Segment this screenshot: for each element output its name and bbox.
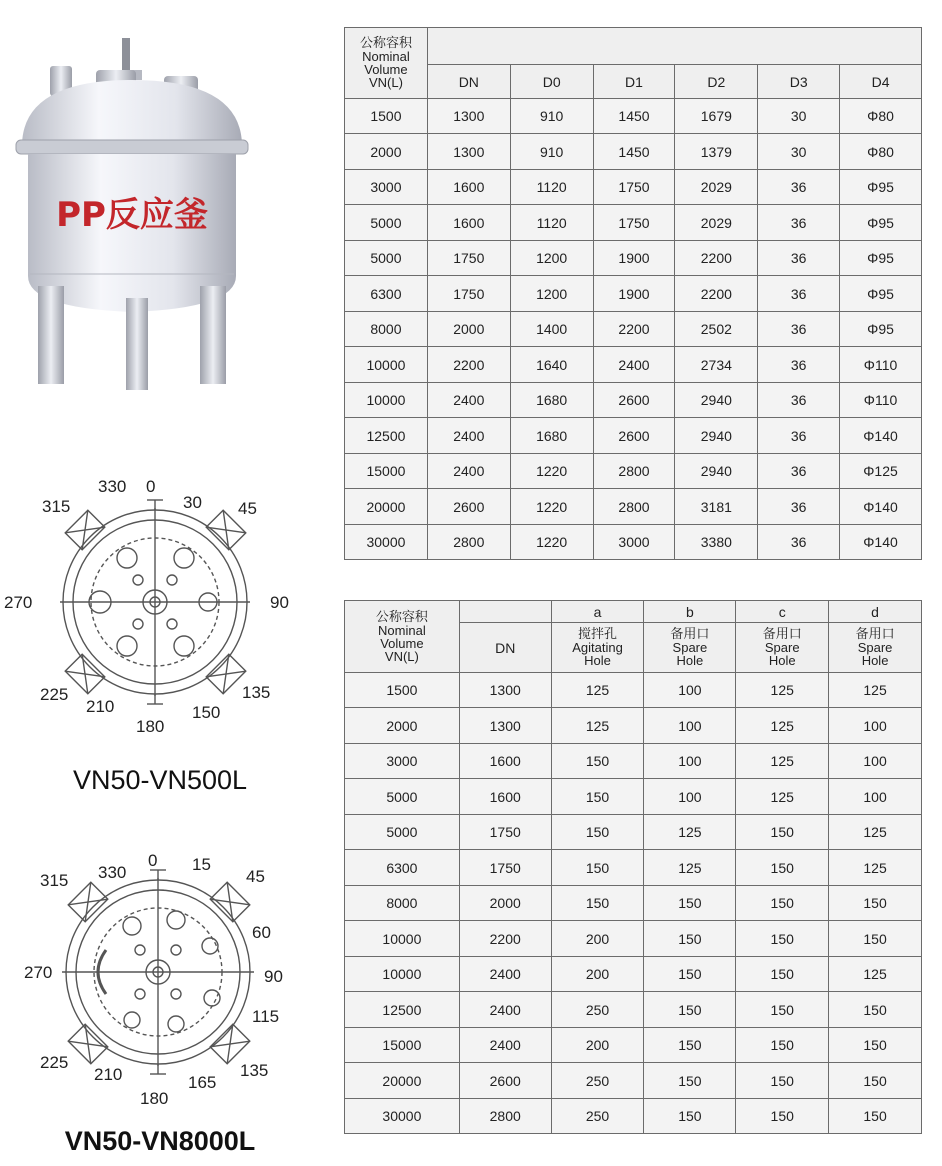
table-cell: 30000 bbox=[345, 525, 428, 560]
angle-330-label: 330 bbox=[98, 863, 127, 882]
table-row bbox=[345, 347, 922, 383]
table-cell: 200 bbox=[551, 957, 644, 992]
table-cell: 2940 bbox=[675, 454, 758, 489]
table-cell: 1680 bbox=[510, 383, 593, 418]
hole-line1: Spare bbox=[764, 640, 800, 655]
table-cell: 1379 bbox=[675, 134, 758, 170]
angle-90-label: 90 bbox=[264, 967, 283, 986]
table-cell: 10000 bbox=[345, 921, 460, 957]
hole-zh: 搅拌孔 bbox=[578, 627, 618, 642]
table-cell: 2400 bbox=[427, 383, 510, 418]
table-cell: 2600 bbox=[593, 383, 675, 418]
volume-header-line1: Nominal bbox=[362, 49, 410, 64]
angle-150-label: 150 bbox=[192, 703, 221, 722]
table-cell: 1600 bbox=[459, 744, 551, 779]
reactor-illustration bbox=[14, 36, 250, 396]
table-cell: 125 bbox=[736, 779, 829, 815]
table-cell: Φ95 bbox=[840, 205, 922, 241]
table-cell: 150 bbox=[736, 921, 829, 957]
table-cell: 15000 bbox=[345, 1028, 460, 1063]
table-cell: 36 bbox=[758, 454, 840, 489]
volume-header-zh: 公称容积 bbox=[375, 609, 428, 625]
angle-270-label: 270 bbox=[4, 593, 33, 612]
table-cell: 150 bbox=[644, 1063, 736, 1099]
table-cell: 910 bbox=[510, 134, 593, 170]
col-header-spare-hole-c bbox=[736, 623, 829, 673]
model-title-vn8000: VN50-VN8000L bbox=[64, 1126, 256, 1156]
table-cell: 2600 bbox=[593, 418, 675, 454]
table-cell: 150 bbox=[829, 1028, 922, 1063]
hole-line1: Spare bbox=[672, 640, 708, 655]
angle-135-label: 135 bbox=[240, 1061, 269, 1080]
table-row bbox=[345, 170, 922, 205]
table-cell: 1200 bbox=[510, 276, 593, 312]
table-row bbox=[345, 241, 922, 276]
table-cell: 2600 bbox=[459, 1063, 551, 1099]
table-cell: 1450 bbox=[593, 134, 675, 170]
table-cell: 36 bbox=[758, 170, 840, 205]
col-header-dn: DN bbox=[459, 623, 551, 673]
angle-180-label: 180 bbox=[140, 1089, 169, 1108]
table-cell: 150 bbox=[829, 886, 922, 921]
angle-330-label: 330 bbox=[98, 477, 127, 496]
table-cell: Φ95 bbox=[840, 241, 922, 276]
table-row bbox=[345, 489, 922, 525]
table-row bbox=[345, 312, 922, 347]
nozzle-diagram-vn500 bbox=[0, 470, 320, 800]
col-header-d0: D0 bbox=[510, 65, 593, 99]
table-cell: 100 bbox=[829, 744, 922, 779]
volume-header-line3: VN(L) bbox=[384, 648, 419, 664]
table-cell: 1750 bbox=[427, 276, 510, 312]
table-row bbox=[345, 957, 922, 992]
table-cell: 150 bbox=[644, 1028, 736, 1063]
table-cell: 125 bbox=[644, 815, 736, 850]
table-cell: 1220 bbox=[510, 489, 593, 525]
table-cell: 125 bbox=[829, 815, 922, 850]
angle-225-label: 225 bbox=[40, 1053, 69, 1072]
volume-header bbox=[345, 601, 460, 673]
letter-header-b: b bbox=[644, 601, 736, 623]
angle-225-label: 225 bbox=[40, 685, 69, 704]
table-cell: 150 bbox=[736, 1028, 829, 1063]
table-cell: 1750 bbox=[593, 205, 675, 241]
table-cell: 2000 bbox=[345, 708, 460, 744]
col-header-d3: D3 bbox=[758, 65, 840, 99]
angle-210-label: 210 bbox=[86, 697, 115, 716]
table-cell: 150 bbox=[736, 886, 829, 921]
table-cell: 1750 bbox=[427, 241, 510, 276]
table-cell: 125 bbox=[829, 850, 922, 886]
table-cell: 1450 bbox=[593, 99, 675, 134]
table-cell: 250 bbox=[551, 992, 644, 1028]
table-cell: 150 bbox=[551, 744, 644, 779]
nozzle-table bbox=[344, 600, 922, 1134]
table-cell: 1680 bbox=[510, 418, 593, 454]
table-cell: 2400 bbox=[427, 454, 510, 489]
table-cell: 150 bbox=[829, 1099, 922, 1134]
table-cell: 150 bbox=[644, 886, 736, 921]
table-cell: 125 bbox=[644, 850, 736, 886]
letter-header-d: d bbox=[829, 601, 922, 623]
nozzle-diagram-vn8000 bbox=[0, 850, 320, 1166]
table-cell: 150 bbox=[551, 850, 644, 886]
table-cell: 6300 bbox=[345, 276, 428, 312]
angle-90-label: 90 bbox=[270, 593, 289, 612]
table-row bbox=[345, 99, 922, 134]
table-cell: 12500 bbox=[345, 418, 428, 454]
table-cell: 15000 bbox=[345, 454, 428, 489]
table-row bbox=[345, 921, 922, 957]
table-cell: 150 bbox=[551, 779, 644, 815]
table-cell: 125 bbox=[736, 744, 829, 779]
table-cell: 2200 bbox=[675, 276, 758, 312]
table-row bbox=[345, 1063, 922, 1099]
col-header-dn: DN bbox=[427, 65, 510, 99]
angle-315-label: 315 bbox=[42, 497, 71, 516]
table-cell: 10000 bbox=[345, 347, 428, 383]
table-cell: 3000 bbox=[345, 170, 428, 205]
table-cell: Φ80 bbox=[840, 99, 922, 134]
angle-60-label: 60 bbox=[252, 923, 271, 942]
table-cell: 200 bbox=[551, 1028, 644, 1063]
table-cell: 125 bbox=[829, 957, 922, 992]
col-header-agitating-hole bbox=[551, 623, 644, 673]
table-cell: 36 bbox=[758, 347, 840, 383]
table-cell: 30 bbox=[758, 134, 840, 170]
table-cell: 3000 bbox=[345, 744, 460, 779]
col-header-spare-hole-d bbox=[829, 623, 922, 673]
table-cell: 36 bbox=[758, 312, 840, 347]
table-cell: 150 bbox=[736, 1063, 829, 1099]
volume-header-line3: VN(L) bbox=[368, 75, 403, 90]
volume-header-line1: Nominal bbox=[378, 622, 426, 638]
letter-header-a: a bbox=[551, 601, 644, 623]
table-cell: 2400 bbox=[459, 957, 551, 992]
table-row bbox=[345, 525, 922, 560]
table-cell: Φ95 bbox=[840, 312, 922, 347]
table-cell: 2029 bbox=[675, 170, 758, 205]
table-cell: 1120 bbox=[510, 205, 593, 241]
hole-line2: Hole bbox=[584, 653, 611, 668]
table-cell: Φ140 bbox=[840, 525, 922, 560]
table-cell: Φ95 bbox=[840, 276, 922, 312]
table-cell: 1600 bbox=[427, 170, 510, 205]
header-blank bbox=[427, 28, 921, 65]
table-cell: 150 bbox=[736, 992, 829, 1028]
table-cell: 2400 bbox=[459, 992, 551, 1028]
volume-header-line2: Volume bbox=[380, 635, 424, 651]
table-cell: 2734 bbox=[675, 347, 758, 383]
angle-0-label: 0 bbox=[146, 477, 156, 496]
hole-line1: Spare bbox=[857, 640, 893, 655]
table-cell: 2800 bbox=[593, 454, 675, 489]
table-cell: 2200 bbox=[459, 921, 551, 957]
col-header-d4: D4 bbox=[840, 65, 922, 99]
table-cell: 20000 bbox=[345, 489, 428, 525]
table-cell: 150 bbox=[829, 921, 922, 957]
table-cell: 150 bbox=[551, 815, 644, 850]
table-row bbox=[345, 276, 922, 312]
table-cell: 1300 bbox=[459, 673, 551, 708]
table-cell: 100 bbox=[829, 779, 922, 815]
table-cell: 5000 bbox=[345, 205, 428, 241]
table-cell: 2800 bbox=[459, 1099, 551, 1134]
table-cell: 36 bbox=[758, 276, 840, 312]
table-row bbox=[345, 454, 922, 489]
table-cell: 1750 bbox=[459, 850, 551, 886]
table-cell: 125 bbox=[829, 673, 922, 708]
table-cell: 5000 bbox=[345, 241, 428, 276]
table-cell: 2200 bbox=[675, 241, 758, 276]
volume-header-zh: 公称容积 bbox=[359, 36, 412, 51]
angle-15-label: 15 bbox=[192, 855, 211, 874]
table-row bbox=[345, 779, 922, 815]
table-row bbox=[345, 134, 922, 170]
table-cell: 3000 bbox=[593, 525, 675, 560]
table-cell: 150 bbox=[829, 992, 922, 1028]
table-cell: 36 bbox=[758, 383, 840, 418]
reactor-label: PP反应釜 bbox=[56, 195, 208, 235]
table-cell: 2940 bbox=[675, 418, 758, 454]
table-cell: 6300 bbox=[345, 850, 460, 886]
table-cell: 1900 bbox=[593, 241, 675, 276]
table-row bbox=[345, 886, 922, 921]
table-cell: 100 bbox=[644, 708, 736, 744]
table-cell: Φ125 bbox=[840, 454, 922, 489]
table-row bbox=[345, 1028, 922, 1063]
table-cell: 125 bbox=[551, 708, 644, 744]
table-cell: 2800 bbox=[427, 525, 510, 560]
table-cell: 100 bbox=[644, 673, 736, 708]
table-cell: 36 bbox=[758, 489, 840, 525]
table-cell: 10000 bbox=[345, 383, 428, 418]
table-cell: 125 bbox=[736, 708, 829, 744]
table-cell: Φ95 bbox=[840, 170, 922, 205]
table-cell: 1679 bbox=[675, 99, 758, 134]
table-cell: 1600 bbox=[459, 779, 551, 815]
table-cell: 1400 bbox=[510, 312, 593, 347]
angle-45-label: 45 bbox=[238, 499, 257, 518]
table-cell: Φ140 bbox=[840, 418, 922, 454]
table-cell: 2000 bbox=[345, 134, 428, 170]
reactor-photo bbox=[14, 36, 250, 396]
table-cell: 2000 bbox=[427, 312, 510, 347]
table-cell: 150 bbox=[736, 815, 829, 850]
table-cell: 100 bbox=[829, 708, 922, 744]
angle-210-label: 210 bbox=[94, 1065, 123, 1084]
table-cell: Φ140 bbox=[840, 489, 922, 525]
angle-180-label: 180 bbox=[136, 717, 165, 736]
table-cell: 125 bbox=[551, 673, 644, 708]
table-cell: 2502 bbox=[675, 312, 758, 347]
col-header-d2: D2 bbox=[675, 65, 758, 99]
angle-135-label: 135 bbox=[242, 683, 271, 702]
table-cell: 1600 bbox=[427, 205, 510, 241]
table-cell: 2400 bbox=[427, 418, 510, 454]
col-header-spare-hole-b bbox=[644, 623, 736, 673]
table-cell: Φ110 bbox=[840, 383, 922, 418]
hole-line2: Hole bbox=[861, 653, 889, 668]
table-cell: 1750 bbox=[459, 815, 551, 850]
table-cell: 1300 bbox=[427, 134, 510, 170]
table-cell: 10000 bbox=[345, 957, 460, 992]
angle-315-label: 315 bbox=[40, 871, 69, 890]
table-row bbox=[345, 383, 922, 418]
table-row bbox=[345, 418, 922, 454]
table-cell: 5000 bbox=[345, 779, 460, 815]
table-row bbox=[345, 850, 922, 886]
letter-header-c: c bbox=[736, 601, 829, 623]
table-cell: 2200 bbox=[593, 312, 675, 347]
letter-header-blank bbox=[459, 601, 551, 623]
table-row bbox=[345, 205, 922, 241]
table-cell: 250 bbox=[551, 1063, 644, 1099]
hole-zh: 备用口 bbox=[855, 627, 895, 642]
table-cell: 3181 bbox=[675, 489, 758, 525]
table-row bbox=[345, 992, 922, 1028]
table-cell: 100 bbox=[644, 779, 736, 815]
table-row bbox=[345, 815, 922, 850]
angle-0-label: 0 bbox=[148, 851, 158, 870]
table-cell: 2029 bbox=[675, 205, 758, 241]
model-title-vn500: VN50-VN500L bbox=[72, 765, 248, 795]
table-cell: 1200 bbox=[510, 241, 593, 276]
table-cell: 150 bbox=[736, 1099, 829, 1134]
table-row bbox=[345, 1099, 922, 1134]
table-cell: 150 bbox=[736, 850, 829, 886]
table-cell: 1640 bbox=[510, 347, 593, 383]
table-cell: 36 bbox=[758, 205, 840, 241]
table-cell: 30 bbox=[758, 99, 840, 134]
angle-115-label: 115 bbox=[252, 1007, 280, 1026]
angle-30-label: 30 bbox=[183, 493, 202, 512]
table-cell: 1750 bbox=[593, 170, 675, 205]
table-row bbox=[345, 673, 922, 708]
volume-header-line2: Volume bbox=[364, 62, 408, 77]
table-cell: 200 bbox=[551, 921, 644, 957]
table-cell: 250 bbox=[551, 1099, 644, 1134]
angle-165-label: 165 bbox=[188, 1073, 217, 1092]
table-cell: 910 bbox=[510, 99, 593, 134]
table-cell: 36 bbox=[758, 418, 840, 454]
table-cell: 150 bbox=[829, 1063, 922, 1099]
table-cell: 100 bbox=[644, 744, 736, 779]
table-cell: 5000 bbox=[345, 815, 460, 850]
hole-line1: Agitating bbox=[572, 640, 623, 655]
table-cell: 2000 bbox=[459, 886, 551, 921]
table-cell: 2600 bbox=[427, 489, 510, 525]
table-cell: 1300 bbox=[427, 99, 510, 134]
col-header-d1: D1 bbox=[593, 65, 675, 99]
table-cell: 36 bbox=[758, 241, 840, 276]
table-cell: 1220 bbox=[510, 454, 593, 489]
table-cell: Φ80 bbox=[840, 134, 922, 170]
dimension-table bbox=[344, 27, 922, 560]
hole-line2: Hole bbox=[676, 653, 704, 668]
table-cell: 150 bbox=[644, 957, 736, 992]
table-cell: 2940 bbox=[675, 383, 758, 418]
hole-zh: 备用口 bbox=[670, 627, 710, 642]
table-row bbox=[345, 708, 922, 744]
table-cell: 2800 bbox=[593, 489, 675, 525]
table-cell: 1300 bbox=[459, 708, 551, 744]
table-row bbox=[345, 744, 922, 779]
volume-header bbox=[345, 28, 428, 99]
table-cell: 30000 bbox=[345, 1099, 460, 1134]
angle-45-label: 45 bbox=[246, 867, 265, 886]
table-cell: 150 bbox=[644, 992, 736, 1028]
table-cell: 150 bbox=[736, 957, 829, 992]
table-cell: 1120 bbox=[510, 170, 593, 205]
table-cell: 1500 bbox=[345, 673, 460, 708]
table-cell: 125 bbox=[736, 673, 829, 708]
table-cell: Φ110 bbox=[840, 347, 922, 383]
table-cell: 1500 bbox=[345, 99, 428, 134]
table-cell: 20000 bbox=[345, 1063, 460, 1099]
hole-zh: 备用口 bbox=[762, 627, 802, 642]
table-cell: 3380 bbox=[675, 525, 758, 560]
table-cell: 36 bbox=[758, 525, 840, 560]
table-cell: 2400 bbox=[593, 347, 675, 383]
table-cell: 150 bbox=[644, 921, 736, 957]
table-cell: 2400 bbox=[459, 1028, 551, 1063]
hole-line2: Hole bbox=[768, 653, 796, 668]
table-cell: 2200 bbox=[427, 347, 510, 383]
table-cell: 1900 bbox=[593, 276, 675, 312]
table-cell: 1220 bbox=[510, 525, 593, 560]
table-cell: 8000 bbox=[345, 312, 428, 347]
table-cell: 12500 bbox=[345, 992, 460, 1028]
angle-270-label: 270 bbox=[24, 963, 53, 982]
table-cell: 150 bbox=[644, 1099, 736, 1134]
table-cell: 150 bbox=[551, 886, 644, 921]
table-cell: 8000 bbox=[345, 886, 460, 921]
